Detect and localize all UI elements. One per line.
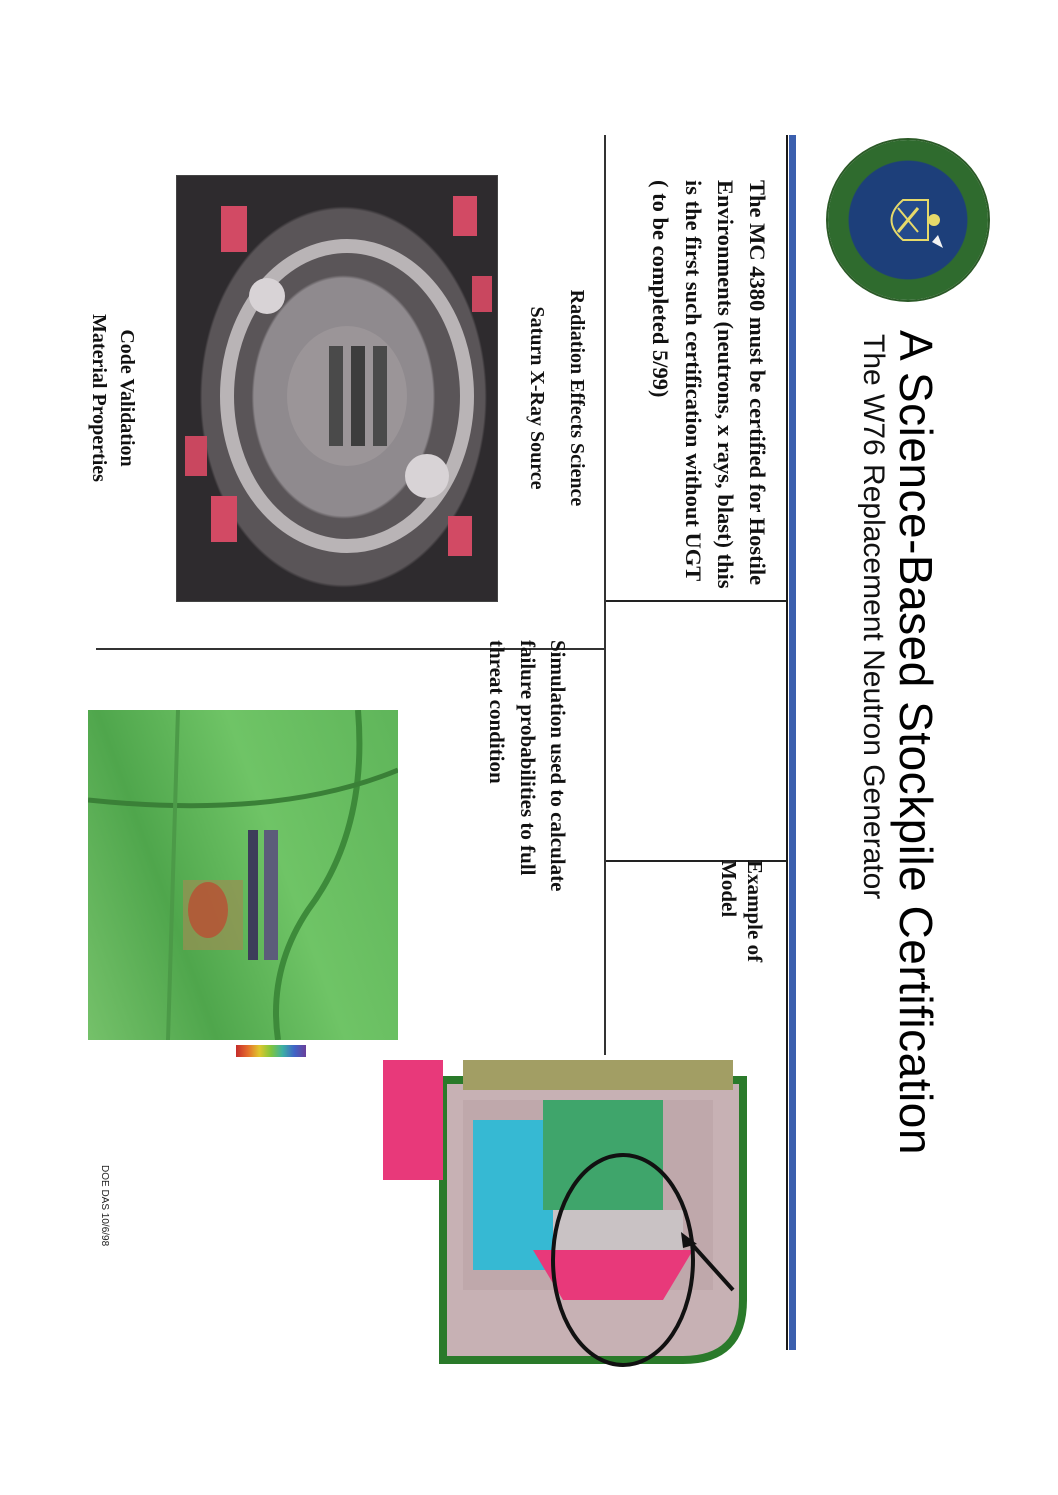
simulation-line: Simulation used to calculate xyxy=(546,640,570,892)
certification-statement xyxy=(644,180,773,780)
simulation-line: threat condition xyxy=(485,640,510,784)
slide-title: A Science-Based Stockpile Certification xyxy=(890,330,942,1155)
statement-line: ( to be completed 5/99) xyxy=(648,180,674,398)
model-label-line: Model xyxy=(716,860,741,918)
model-graphic xyxy=(353,1060,773,1380)
simulation-colorbar xyxy=(236,1045,306,1057)
code-validation-label: Code Validation xyxy=(116,329,138,467)
statement-line: The MC 4380 must be certified for Hostile xyxy=(745,180,770,586)
model-label xyxy=(716,860,769,962)
slide-subtitle: The W76 Replacement Neutron Generator xyxy=(857,334,890,900)
divider-horizontal xyxy=(604,135,606,1055)
eagle-shield-icon xyxy=(868,180,948,260)
model-label-line: Example of xyxy=(743,860,767,963)
simulation-text xyxy=(482,640,573,891)
saturn-xray-photo xyxy=(176,175,498,602)
doe-seal-logo xyxy=(828,140,988,300)
material-properties-label: Material Properties xyxy=(88,314,110,482)
document-code: DOE DAS 10/6/98 xyxy=(99,1165,110,1247)
header-rule-black xyxy=(786,135,788,1350)
neutron-generator-model xyxy=(353,1060,773,1380)
statement-line: Environments (neutrons, x rays, blast) this xyxy=(712,180,738,589)
header-rule-blue xyxy=(789,135,796,1350)
saturn-photo-graphic xyxy=(177,176,497,601)
simulation-image xyxy=(88,710,398,1040)
statement-line: is the first such certification without UGT xyxy=(680,180,706,582)
simulation-graphic xyxy=(88,710,398,1040)
radiation-effects-label: Radiation Effects Science xyxy=(566,289,588,507)
simulation-line: failure probabilities to full xyxy=(515,640,540,876)
saturn-source-label: Saturn X-Ray Source xyxy=(526,306,548,490)
